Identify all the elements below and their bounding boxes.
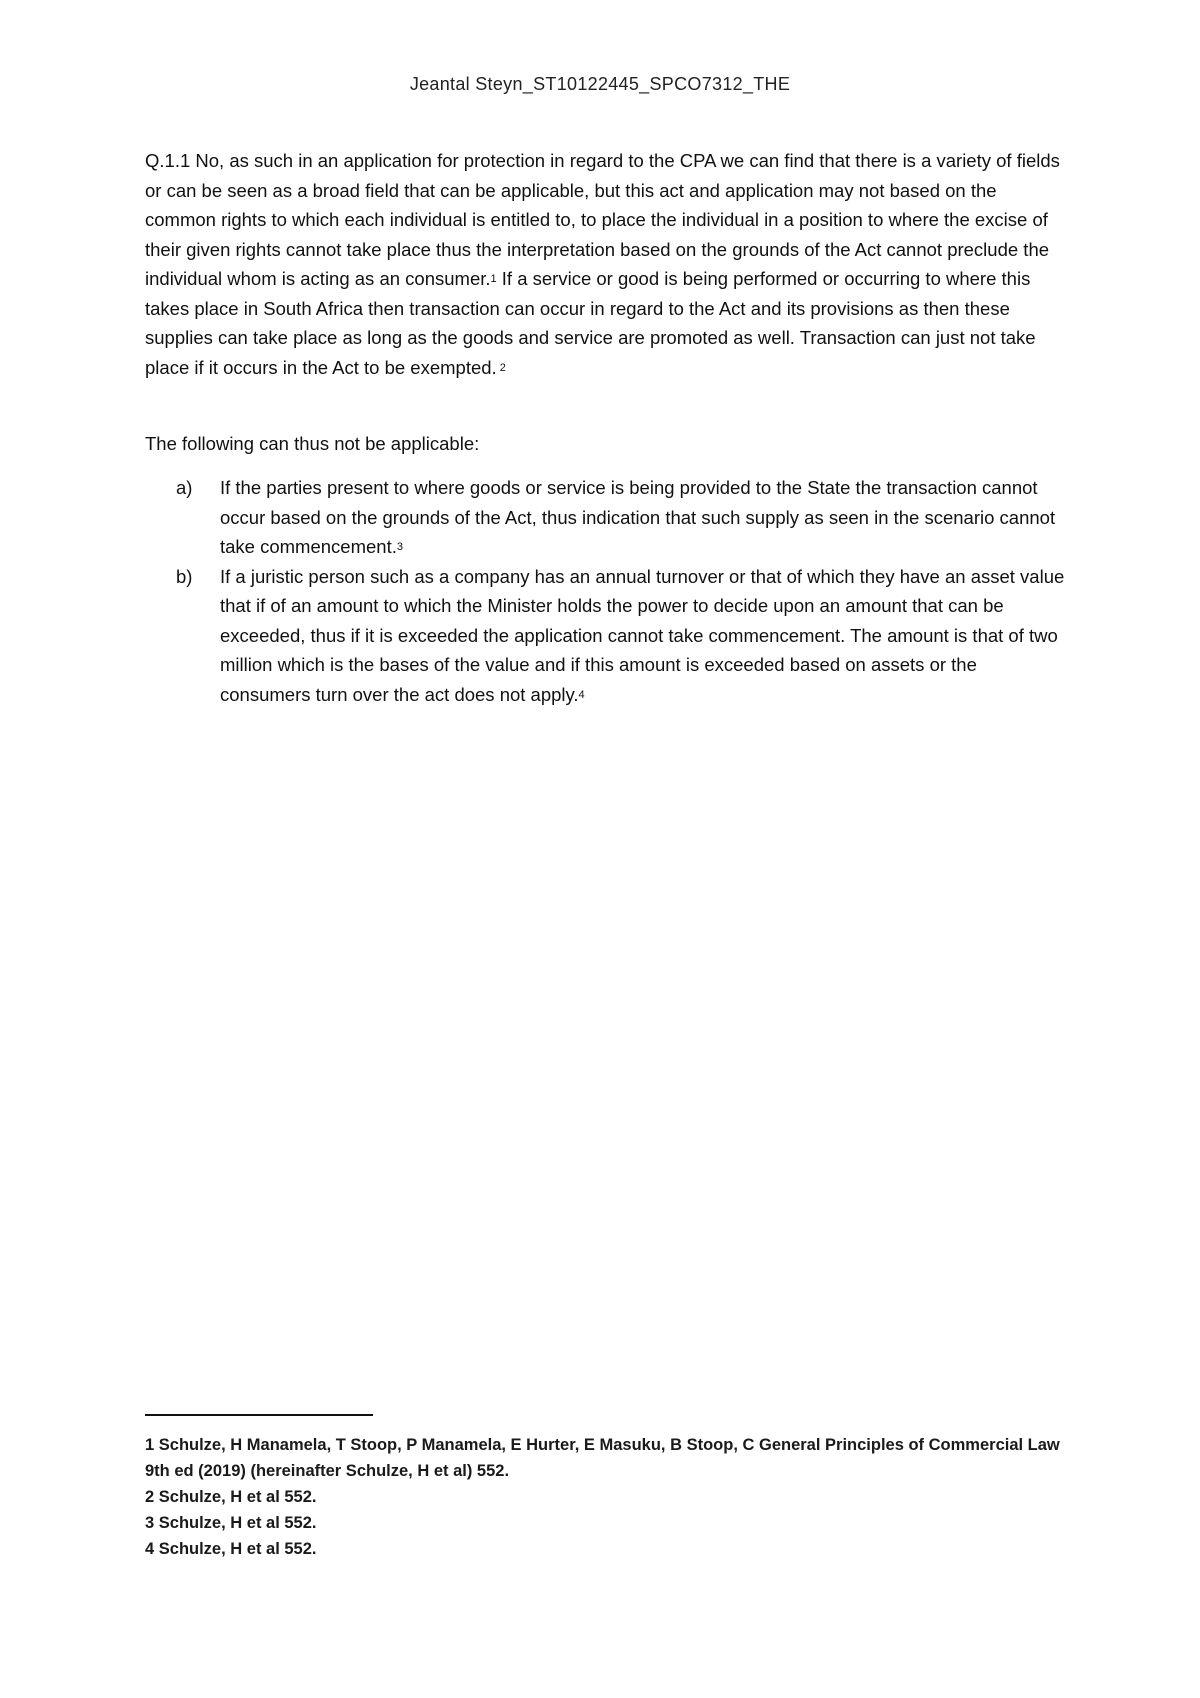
footnote-ref-1[interactable]: 1 [490, 273, 497, 285]
footnote-ref-4[interactable]: 4 [578, 688, 585, 701]
question-paragraph [145, 146, 1065, 382]
footnote: 2 Schulze, H et al 552. [145, 1488, 317, 1506]
list-marker: a) [176, 477, 193, 498]
footnote: 3 Schulze, H et al 552. [145, 1514, 317, 1532]
question-text-part1: No, as such in an application for protection in regard to the CPA we can find that there is a variety of fields or can be seen as a broad field that can be applicable, but this act and application may not based on the common rights to which each individual is entitled to, to place the individual in a position to where the excise of their given rights cannot take place thus the interpretation based on the grounds of the Act cannot preclude the individual whom is acting as an consumer. [145, 150, 1060, 289]
footnotes [145, 1432, 1065, 1562]
question-label: Q.1.1 [145, 150, 191, 171]
running-header: Jeantal Steyn_ST10122445_SPCO7312_THE [409, 74, 791, 94]
exclusions-list [176, 473, 1066, 709]
question-text-part2: If a service or good is being performed or occurring to where this takes place in South Africa then transaction can occur in regard to the Act and its provisions as then these supplies can take place as long as the goods and service are promoted as well. Transaction can just not take place if it occurs in the Act to be exempted. [145, 268, 1036, 378]
list-item-text: If the parties present to where goods or service is being provided to the State the transaction cannot occur based on the grounds of the Act, thus indication that such supply as seen in the scenario cannot take commencement. [220, 477, 1056, 557]
list-item-text: If a juristic person such as a company has an annual turnover or that of which they have an asset value that if of an amount to which the Minister holds the power to decide upon an amount that can be exceeded, thus if it is exceeded the application cannot take commencement. The amount is that of two million which is the bases of the value and if this amount is exceeded based on assets or the consumers turn over the act does not apply. [220, 565, 1065, 705]
following-heading: The following can thus not be applicable: [145, 433, 480, 454]
footnote-ref-3[interactable]: 3 [396, 541, 403, 553]
footnote-ref-2[interactable]: 2 [496, 361, 506, 374]
footnote: 1 Schulze, H Manamela, T Stoop, P Manamela, E Hurter, E Masuku, B Stoop, C General Principles of Commercial Law 9th ed (2019) (hereinafter Schulze, H et al) 552. [145, 1436, 1060, 1480]
footnote-separator [145, 1414, 373, 1416]
footnote: 4 Schulze, H et al 552. [145, 1540, 317, 1558]
list-item [176, 473, 1066, 562]
list-item [176, 562, 1066, 710]
list-marker: b) [176, 565, 193, 587]
